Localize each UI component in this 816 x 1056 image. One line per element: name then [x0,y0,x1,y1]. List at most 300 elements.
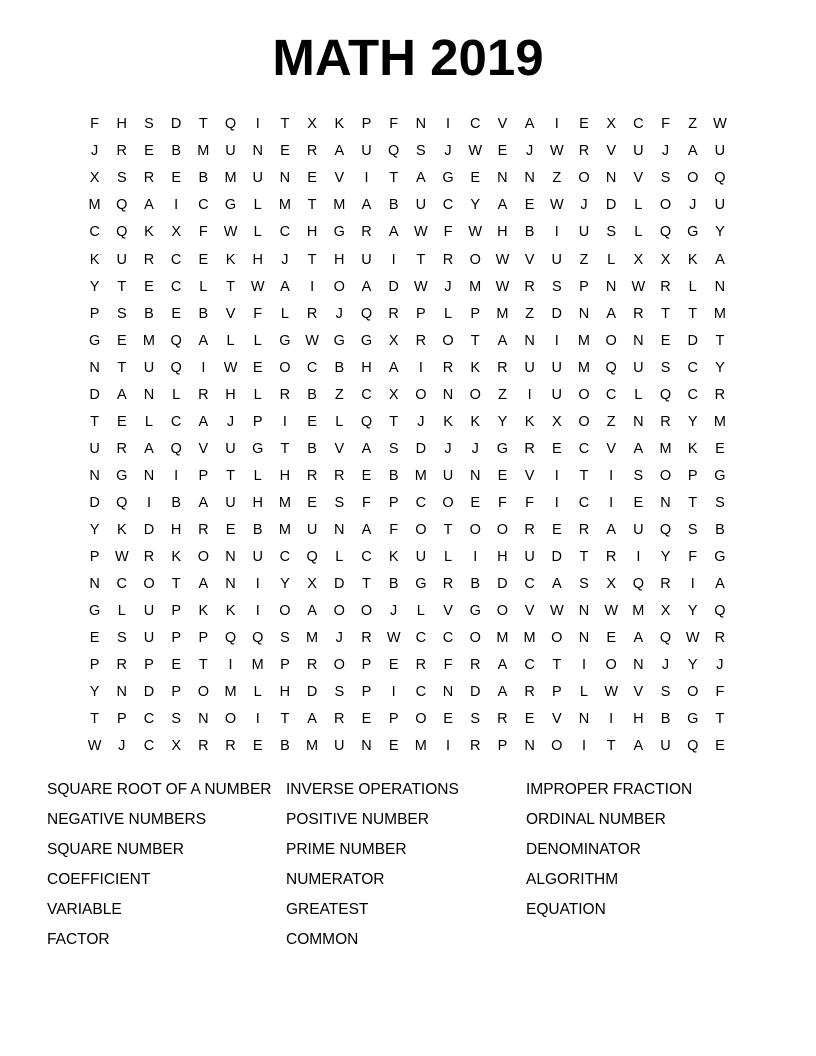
grid-cell[interactable]: U [225,440,236,457]
grid-cell[interactable]: H [633,711,644,728]
grid-cell[interactable]: N [442,684,454,701]
grid-cell[interactable]: K [687,251,698,268]
grid-cell[interactable]: V [443,603,453,620]
grid-cell[interactable]: R [524,521,535,538]
grid-cell[interactable]: Z [579,251,589,268]
grid-cell[interactable]: Q [170,359,182,376]
grid-cell[interactable]: Q [659,521,672,538]
grid-cell[interactable]: D [170,116,182,133]
grid-cell[interactable]: T [443,521,453,538]
grid-cell[interactable]: Z [688,116,698,133]
grid-cell[interactable]: M [414,467,427,484]
grid-cell[interactable]: W [414,224,428,241]
grid-cell[interactable]: D [89,386,100,403]
grid-cell[interactable]: Y [660,549,671,566]
grid-cell[interactable]: N [225,549,236,566]
grid-cell[interactable]: I [636,549,641,566]
grid-cell[interactable]: G [116,467,128,484]
grid-cell[interactable]: T [688,494,698,511]
grid-cell[interactable]: M [632,603,645,620]
grid-cell[interactable]: A [497,332,508,349]
grid-cell[interactable]: C [415,494,427,511]
grid-cell[interactable]: G [88,332,101,349]
grid-cell[interactable]: M [278,521,291,538]
grid-cell[interactable]: P [171,684,181,701]
grid-cell[interactable]: N [633,657,644,674]
grid-cell[interactable]: L [253,386,262,403]
grid-cell[interactable]: J [444,143,452,160]
grid-cell[interactable]: D [551,549,563,566]
grid-cell[interactable]: B [307,386,317,403]
grid-cell[interactable]: F [661,116,670,133]
grid-cell[interactable]: Q [170,440,182,457]
grid-cell[interactable]: N [143,467,155,484]
grid-cell[interactable]: G [333,332,345,349]
grid-cell[interactable]: O [605,332,617,349]
grid-cell[interactable]: J [444,278,452,295]
grid-cell[interactable]: R [198,738,209,755]
grid-cell[interactable]: I [418,359,423,376]
grid-cell[interactable]: B [198,305,209,322]
grid-cell[interactable]: I [527,386,532,403]
grid-cell[interactable]: P [198,630,209,647]
grid-cell[interactable]: A [198,494,209,511]
grid-cell[interactable]: A [280,278,290,295]
grid-cell[interactable]: R [116,143,128,160]
grid-cell[interactable]: P [89,305,100,322]
grid-cell[interactable]: J [335,630,343,647]
grid-cell[interactable]: X [307,116,317,133]
grid-cell[interactable]: T [606,738,616,755]
grid-cell[interactable]: M [197,143,210,160]
grid-cell[interactable]: A [497,657,508,674]
grid-cell[interactable]: V [633,684,644,701]
grid-cell[interactable]: N [225,576,236,593]
grid-cell[interactable]: D [334,576,345,593]
grid-cell[interactable]: Q [360,413,373,430]
grid-cell[interactable]: R [334,711,345,728]
grid-cell[interactable]: N [660,494,671,511]
grid-cell[interactable]: X [660,603,671,620]
grid-cell[interactable]: N [605,170,617,187]
grid-cell[interactable]: T [362,576,371,593]
grid-cell[interactable]: N [578,711,590,728]
grid-cell[interactable]: Y [715,359,725,376]
grid-cell[interactable]: S [334,684,345,701]
grid-cell[interactable]: S [144,116,154,133]
grid-cell[interactable]: N [252,143,263,160]
grid-cell[interactable]: T [280,116,290,133]
grid-cell[interactable]: U [306,521,318,538]
grid-cell[interactable]: N [198,711,209,728]
grid-cell[interactable]: T [579,467,589,484]
grid-cell[interactable]: O [279,603,291,620]
grid-cell[interactable]: O [333,278,345,295]
grid-cell[interactable]: M [577,332,591,349]
grid-cell[interactable]: V [551,711,562,728]
grid-cell[interactable]: U [252,549,263,566]
grid-cell[interactable]: O [469,251,481,268]
grid-cell[interactable]: C [687,386,698,403]
grid-cell[interactable]: O [197,549,209,566]
grid-cell[interactable]: R [442,576,454,593]
grid-cell[interactable]: J [716,657,724,674]
grid-cell[interactable]: N [89,359,100,376]
grid-cell[interactable]: L [335,413,344,430]
grid-cell[interactable]: Y [89,278,100,295]
grid-cell[interactable]: H [497,549,508,566]
grid-cell[interactable]: Y [687,657,698,674]
grid-cell[interactable]: W [685,630,700,647]
grid-cell[interactable]: L [253,467,262,484]
grid-cell[interactable]: S [606,224,616,241]
grid-cell[interactable]: H [279,684,291,701]
grid-cell[interactable]: R [415,657,427,674]
grid-cell[interactable]: M [496,305,509,322]
grid-cell[interactable]: U [116,251,128,268]
grid-cell[interactable]: E [171,305,181,322]
grid-cell[interactable]: M [251,657,264,674]
grid-cell[interactable]: W [468,143,483,160]
grid-cell[interactable]: C [279,549,291,566]
grid-cell[interactable]: U [714,143,726,160]
grid-cell[interactable]: Q [116,224,128,241]
grid-cell[interactable]: D [388,278,399,295]
grid-cell[interactable]: P [388,494,399,511]
grid-cell[interactable]: Q [632,576,644,593]
grid-cell[interactable]: N [279,170,291,187]
grid-cell[interactable]: Q [224,116,237,133]
grid-cell[interactable]: R [524,278,535,295]
grid-cell[interactable]: J [661,143,670,160]
grid-cell[interactable]: J [118,738,126,755]
grid-cell[interactable]: C [415,684,427,701]
grid-cell[interactable]: J [335,305,343,322]
grid-cell[interactable]: P [198,467,209,484]
grid-cell[interactable]: E [307,494,317,511]
grid-cell[interactable]: E [116,332,127,349]
grid-cell[interactable]: E [579,116,589,133]
grid-cell[interactable]: M [496,630,509,647]
grid-cell[interactable]: P [144,657,154,674]
grid-cell[interactable]: A [633,630,644,647]
grid-cell[interactable]: V [497,116,508,133]
grid-cell[interactable]: I [364,170,369,187]
grid-cell[interactable]: M [713,305,726,322]
grid-cell[interactable]: B [252,521,263,538]
grid-cell[interactable]: I [554,332,559,349]
grid-cell[interactable]: P [252,413,263,430]
grid-cell[interactable]: R [306,305,318,322]
grid-cell[interactable]: R [116,440,128,457]
grid-cell[interactable]: A [715,251,725,268]
grid-cell[interactable]: L [634,197,643,214]
grid-cell[interactable]: G [469,603,481,620]
grid-cell[interactable]: O [469,521,481,538]
grid-cell[interactable]: Y [497,413,508,430]
grid-cell[interactable]: E [470,494,481,511]
grid-cell[interactable]: C [143,738,155,755]
grid-cell[interactable]: O [143,576,155,593]
grid-cell[interactable]: L [253,684,262,701]
grid-cell[interactable]: H [334,251,345,268]
grid-cell[interactable]: U [334,738,345,755]
grid-cell[interactable]: E [524,197,535,214]
grid-cell[interactable]: A [687,143,698,160]
grid-cell[interactable]: E [715,440,725,457]
grid-cell[interactable]: A [361,197,372,214]
grid-cell[interactable]: C [306,359,318,376]
grid-cell[interactable]: C [633,116,644,133]
grid-cell[interactable]: W [631,278,646,295]
grid-cell[interactable]: C [415,630,427,647]
grid-cell[interactable]: Y [470,197,481,214]
grid-cell[interactable]: G [415,576,427,593]
grid-cell[interactable]: R [605,549,617,566]
grid-cell[interactable]: S [687,521,698,538]
grid-cell[interactable]: P [116,711,127,728]
grid-cell[interactable]: B [470,576,481,593]
grid-cell[interactable]: P [687,467,698,484]
grid-cell[interactable]: N [633,413,644,430]
grid-cell[interactable]: R [279,386,291,403]
grid-cell[interactable]: R [497,359,508,376]
grid-cell[interactable]: S [660,170,671,187]
grid-cell[interactable]: H [279,467,291,484]
grid-cell[interactable]: U [524,549,535,566]
grid-cell[interactable]: T [389,170,399,187]
grid-cell[interactable]: A [633,738,644,755]
grid-cell[interactable]: G [224,197,237,214]
grid-cell[interactable]: O [659,197,672,214]
grid-cell[interactable]: E [144,143,154,160]
grid-cell[interactable]: U [633,521,644,538]
grid-cell[interactable]: U [551,359,563,376]
grid-cell[interactable]: Y [687,413,698,430]
grid-cell[interactable]: T [117,278,127,295]
grid-cell[interactable]: F [198,224,208,241]
grid-cell[interactable]: U [714,197,726,214]
grid-cell[interactable]: M [469,278,482,295]
grid-cell[interactable]: R [143,170,155,187]
grid-cell[interactable]: W [250,278,265,295]
grid-cell[interactable]: V [606,440,616,457]
grid-cell[interactable]: S [116,170,127,187]
grid-cell[interactable]: X [171,738,181,755]
grid-cell[interactable]: U [252,170,263,187]
grid-cell[interactable]: O [605,657,617,674]
grid-cell[interactable]: J [417,413,425,430]
grid-cell[interactable]: D [415,440,427,457]
grid-cell[interactable]: R [442,251,454,268]
grid-cell[interactable]: D [89,494,100,511]
grid-cell[interactable]: A [144,197,154,214]
grid-cell[interactable]: T [416,251,426,268]
grid-cell[interactable]: F [362,494,371,511]
grid-cell[interactable]: M [306,738,319,755]
grid-cell[interactable]: X [388,386,399,403]
grid-cell[interactable]: N [415,116,427,133]
grid-cell[interactable]: T [280,711,290,728]
grid-cell[interactable]: W [495,251,510,268]
grid-cell[interactable]: Z [497,386,507,403]
grid-cell[interactable]: P [388,711,399,728]
grid-cell[interactable]: P [171,630,181,647]
grid-cell[interactable]: N [89,576,100,593]
grid-cell[interactable]: Z [334,386,344,403]
grid-cell[interactable]: P [497,738,508,755]
grid-cell[interactable]: Q [659,224,672,241]
grid-cell[interactable]: G [687,224,699,241]
grid-cell[interactable]: S [551,278,562,295]
grid-cell[interactable]: I [554,116,559,133]
grid-cell[interactable]: R [660,576,671,593]
grid-cell[interactable]: E [252,359,263,376]
grid-cell[interactable]: E [252,738,263,755]
grid-cell[interactable]: M [224,170,237,187]
grid-cell[interactable]: L [634,224,643,241]
grid-cell[interactable]: S [579,576,589,593]
grid-cell[interactable]: U [660,738,671,755]
grid-cell[interactable]: Q [360,305,373,322]
grid-cell[interactable]: K [89,251,100,268]
grid-cell[interactable]: A [606,305,616,322]
grid-cell[interactable]: K [687,440,698,457]
grid-cell[interactable]: F [497,494,507,511]
grid-cell[interactable]: J [226,413,235,430]
grid-cell[interactable]: A [198,576,209,593]
grid-cell[interactable]: R [306,467,318,484]
grid-cell[interactable]: Y [280,576,290,593]
grid-cell[interactable]: I [554,467,559,484]
grid-cell[interactable]: K [524,413,535,430]
grid-cell[interactable]: W [495,278,510,295]
grid-cell[interactable]: E [497,467,508,484]
grid-cell[interactable]: Q [659,630,672,647]
grid-cell[interactable]: S [470,711,481,728]
grid-cell[interactable]: W [305,332,319,349]
grid-cell[interactable]: U [361,251,372,268]
grid-cell[interactable]: L [607,251,616,268]
grid-cell[interactable]: T [198,657,208,674]
grid-cell[interactable]: A [497,684,508,701]
grid-cell[interactable]: W [414,278,428,295]
grid-cell[interactable]: U [578,224,590,241]
grid-cell[interactable]: B [388,576,399,593]
grid-cell[interactable]: L [280,305,289,322]
grid-cell[interactable]: V [334,170,345,187]
grid-cell[interactable]: G [279,332,291,349]
grid-cell[interactable]: G [714,467,726,484]
grid-cell[interactable]: D [143,684,155,701]
grid-cell[interactable]: T [117,359,127,376]
grid-cell[interactable]: L [117,603,126,620]
grid-cell[interactable]: T [90,711,100,728]
grid-cell[interactable]: L [253,224,262,241]
grid-cell[interactable]: W [549,603,564,620]
grid-cell[interactable]: O [415,711,427,728]
grid-cell[interactable]: I [201,359,206,376]
grid-cell[interactable]: Q [605,359,617,376]
grid-cell[interactable]: Y [715,224,725,241]
grid-cell[interactable]: P [470,305,481,322]
grid-cell[interactable]: A [361,440,372,457]
grid-cell[interactable]: L [144,413,153,430]
grid-cell[interactable]: R [524,440,535,457]
grid-cell[interactable]: F [688,549,698,566]
grid-cell[interactable]: S [633,467,644,484]
grid-cell[interactable]: P [89,549,100,566]
grid-cell[interactable]: Q [714,170,726,187]
grid-cell[interactable]: V [524,467,535,484]
grid-cell[interactable]: I [255,711,260,728]
grid-cell[interactable]: T [226,467,235,484]
grid-cell[interactable]: M [224,684,237,701]
grid-cell[interactable]: U [415,197,427,214]
grid-cell[interactable]: S [116,630,127,647]
grid-cell[interactable]: F [389,521,399,538]
grid-cell[interactable]: G [687,711,699,728]
grid-cell[interactable]: N [714,278,726,295]
grid-cell[interactable]: L [172,386,181,403]
grid-cell[interactable]: C [524,576,535,593]
grid-cell[interactable]: Z [525,305,535,322]
grid-cell[interactable]: E [660,332,671,349]
grid-cell[interactable]: I [609,494,614,511]
grid-cell[interactable]: P [579,278,589,295]
grid-cell[interactable]: B [524,224,535,241]
grid-cell[interactable]: X [307,576,317,593]
grid-cell[interactable]: U [442,467,454,484]
grid-cell[interactable]: B [144,305,154,322]
grid-cell[interactable]: Y [687,603,698,620]
grid-cell[interactable]: V [225,305,236,322]
grid-cell[interactable]: B [334,359,345,376]
grid-cell[interactable]: I [690,576,695,593]
grid-cell[interactable]: E [388,738,399,755]
grid-cell[interactable]: I [174,467,179,484]
grid-cell[interactable]: T [715,711,725,728]
grid-cell[interactable]: T [661,305,670,322]
grid-cell[interactable]: J [471,440,479,457]
grid-cell[interactable]: V [334,440,345,457]
grid-cell[interactable]: C [361,386,372,403]
grid-cell[interactable]: W [604,684,618,701]
grid-cell[interactable]: R [361,630,372,647]
grid-cell[interactable]: A [116,386,127,403]
grid-cell[interactable]: B [660,711,671,728]
grid-cell[interactable]: K [171,549,181,566]
grid-cell[interactable]: R [334,467,345,484]
grid-cell[interactable]: P [551,684,562,701]
grid-cell[interactable]: G [88,603,101,620]
grid-cell[interactable]: C [605,386,617,403]
grid-cell[interactable]: O [496,603,509,620]
grid-cell[interactable]: F [389,116,399,133]
grid-cell[interactable]: S [171,711,181,728]
grid-cell[interactable]: O [496,521,509,538]
grid-cell[interactable]: W [223,359,238,376]
grid-cell[interactable]: E [606,630,616,647]
grid-cell[interactable]: E [307,170,317,187]
grid-cell[interactable]: U [225,143,236,160]
grid-cell[interactable]: Q [170,332,182,349]
grid-cell[interactable]: N [469,467,481,484]
grid-cell[interactable]: K [388,549,399,566]
grid-cell[interactable]: N [578,630,590,647]
grid-cell[interactable]: D [469,684,481,701]
grid-cell[interactable]: A [388,359,399,376]
